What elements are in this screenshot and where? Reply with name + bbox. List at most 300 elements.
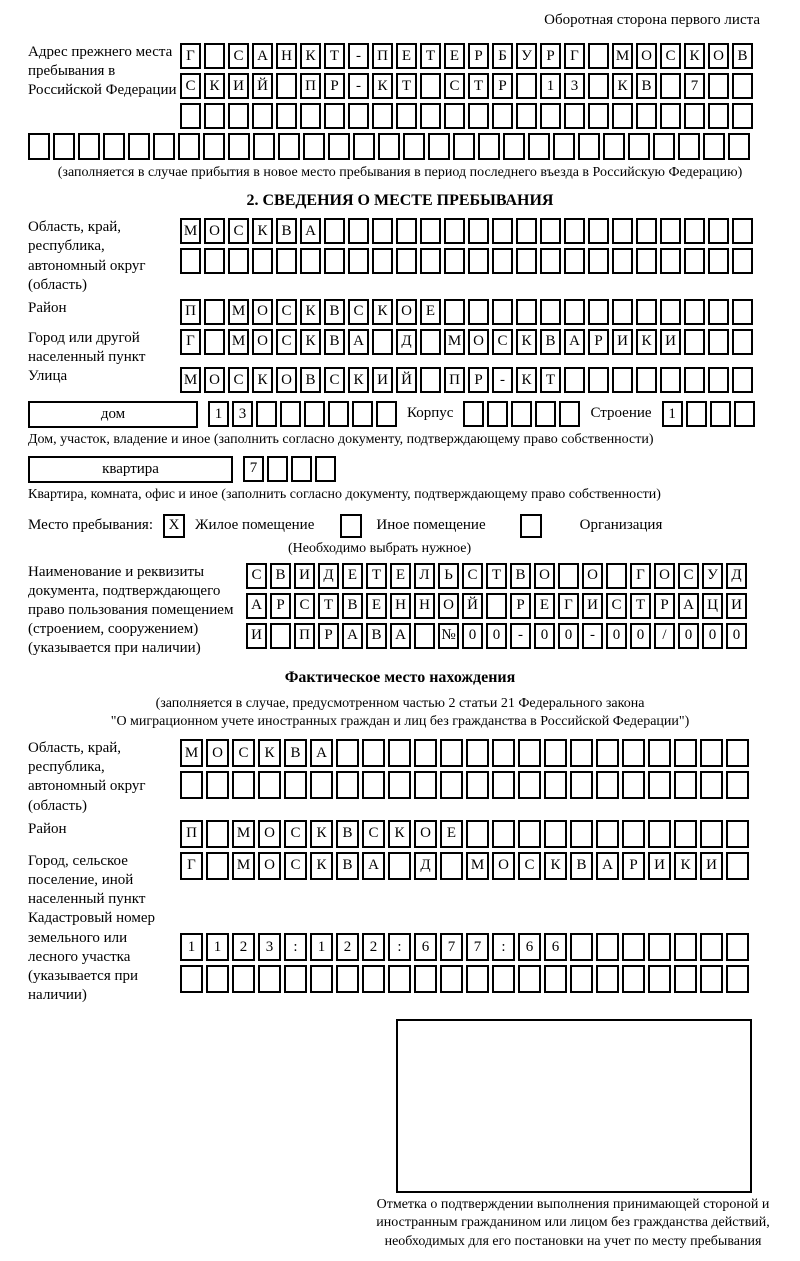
- char-box[interactable]: [492, 248, 513, 274]
- char-box[interactable]: М: [612, 43, 633, 69]
- char-box[interactable]: [315, 456, 336, 482]
- char-box[interactable]: [544, 739, 567, 767]
- char-box[interactable]: С: [362, 820, 385, 848]
- char-box[interactable]: И: [246, 623, 267, 649]
- char-box[interactable]: [606, 563, 627, 589]
- char-box[interactable]: [388, 852, 411, 880]
- char-box[interactable]: С: [348, 299, 369, 325]
- char-box[interactable]: А: [342, 623, 363, 649]
- char-box[interactable]: П: [372, 43, 393, 69]
- char-box[interactable]: Р: [654, 593, 675, 619]
- char-box[interactable]: М: [232, 852, 255, 880]
- char-box[interactable]: К: [544, 852, 567, 880]
- char-box[interactable]: Р: [270, 593, 291, 619]
- char-box[interactable]: К: [310, 852, 333, 880]
- char-box[interactable]: [516, 299, 537, 325]
- char-box[interactable]: Р: [318, 623, 339, 649]
- char-box[interactable]: Д: [396, 329, 417, 355]
- char-box[interactable]: [372, 248, 393, 274]
- char-box[interactable]: М: [466, 852, 489, 880]
- char-box[interactable]: [700, 739, 723, 767]
- char-box[interactable]: [660, 367, 681, 393]
- char-box[interactable]: [324, 218, 345, 244]
- char-box[interactable]: О: [204, 218, 225, 244]
- char-box[interactable]: [564, 248, 585, 274]
- char-box[interactable]: К: [372, 73, 393, 99]
- char-box[interactable]: Т: [420, 43, 441, 69]
- char-box[interactable]: :: [284, 933, 307, 961]
- char-box[interactable]: В: [510, 563, 531, 589]
- char-box[interactable]: С: [324, 367, 345, 393]
- char-box[interactable]: А: [564, 329, 585, 355]
- char-box[interactable]: [128, 133, 150, 160]
- char-box[interactable]: Р: [540, 43, 561, 69]
- char-box[interactable]: Г: [630, 563, 651, 589]
- char-box[interactable]: [628, 133, 650, 160]
- char-box[interactable]: [486, 593, 507, 619]
- char-box[interactable]: [420, 367, 441, 393]
- char-box[interactable]: [396, 218, 417, 244]
- char-box[interactable]: Т: [366, 563, 387, 589]
- char-box[interactable]: [684, 218, 705, 244]
- char-box[interactable]: В: [270, 563, 291, 589]
- char-box[interactable]: А: [596, 852, 619, 880]
- char-box[interactable]: [300, 248, 321, 274]
- char-box[interactable]: [540, 248, 561, 274]
- char-box[interactable]: [228, 248, 249, 274]
- char-box[interactable]: [726, 965, 749, 993]
- char-box[interactable]: И: [228, 73, 249, 99]
- char-box[interactable]: [228, 103, 249, 129]
- char-box[interactable]: Р: [468, 43, 489, 69]
- char-box[interactable]: К: [300, 43, 321, 69]
- char-box[interactable]: С: [518, 852, 541, 880]
- char-box[interactable]: [440, 739, 463, 767]
- char-box[interactable]: [28, 133, 50, 160]
- char-box[interactable]: [708, 248, 729, 274]
- char-box[interactable]: Т: [396, 73, 417, 99]
- char-box[interactable]: [103, 133, 125, 160]
- char-box[interactable]: У: [702, 563, 723, 589]
- char-box[interactable]: Р: [468, 367, 489, 393]
- char-box[interactable]: В: [366, 623, 387, 649]
- char-box[interactable]: [362, 965, 385, 993]
- char-box[interactable]: К: [388, 820, 411, 848]
- char-box[interactable]: [204, 43, 225, 69]
- char-box[interactable]: [204, 299, 225, 325]
- char-box[interactable]: [258, 771, 281, 799]
- char-box[interactable]: [678, 133, 700, 160]
- char-box[interactable]: К: [372, 299, 393, 325]
- char-box[interactable]: [564, 218, 585, 244]
- char-box[interactable]: Л: [414, 563, 435, 589]
- char-box[interactable]: [559, 401, 580, 427]
- char-box[interactable]: [336, 965, 359, 993]
- char-box[interactable]: 3: [232, 401, 253, 427]
- char-box[interactable]: [276, 73, 297, 99]
- char-box[interactable]: С: [294, 593, 315, 619]
- char-box[interactable]: [596, 820, 619, 848]
- char-box[interactable]: Т: [324, 43, 345, 69]
- char-box[interactable]: О: [204, 367, 225, 393]
- char-box[interactable]: Т: [630, 593, 651, 619]
- char-box[interactable]: [578, 133, 600, 160]
- char-box[interactable]: Е: [390, 563, 411, 589]
- char-box[interactable]: -: [348, 43, 369, 69]
- char-box[interactable]: [204, 248, 225, 274]
- char-box[interactable]: 6: [414, 933, 437, 961]
- char-box[interactable]: 7: [440, 933, 463, 961]
- char-box[interactable]: [596, 965, 619, 993]
- char-box[interactable]: 6: [518, 933, 541, 961]
- char-box[interactable]: Р: [622, 852, 645, 880]
- char-box[interactable]: [280, 401, 301, 427]
- char-box[interactable]: [180, 103, 201, 129]
- checkbox-zhiloe[interactable]: X: [163, 514, 185, 538]
- char-box[interactable]: [570, 965, 593, 993]
- char-box[interactable]: [388, 739, 411, 767]
- char-box[interactable]: [553, 133, 575, 160]
- char-box[interactable]: [596, 933, 619, 961]
- char-box[interactable]: 0: [630, 623, 651, 649]
- char-box[interactable]: [396, 248, 417, 274]
- char-box[interactable]: Г: [180, 329, 201, 355]
- char-box[interactable]: [726, 739, 749, 767]
- char-box[interactable]: 3: [564, 73, 585, 99]
- char-box[interactable]: [726, 820, 749, 848]
- char-box[interactable]: [728, 133, 750, 160]
- char-box[interactable]: [660, 73, 681, 99]
- char-box[interactable]: [518, 820, 541, 848]
- char-box[interactable]: [492, 771, 515, 799]
- char-box[interactable]: И: [294, 563, 315, 589]
- char-box[interactable]: [684, 103, 705, 129]
- char-box[interactable]: [674, 933, 697, 961]
- char-box[interactable]: [603, 133, 625, 160]
- char-box[interactable]: [267, 456, 288, 482]
- char-box[interactable]: [304, 401, 325, 427]
- char-box[interactable]: /: [654, 623, 675, 649]
- char-box[interactable]: 2: [232, 933, 255, 961]
- char-box[interactable]: О: [534, 563, 555, 589]
- char-box[interactable]: [708, 367, 729, 393]
- char-box[interactable]: [636, 103, 657, 129]
- char-box[interactable]: [336, 739, 359, 767]
- char-box[interactable]: О: [276, 367, 297, 393]
- char-box[interactable]: В: [636, 73, 657, 99]
- char-box[interactable]: [648, 965, 671, 993]
- char-box[interactable]: К: [516, 367, 537, 393]
- char-box[interactable]: И: [660, 329, 681, 355]
- char-box[interactable]: Е: [440, 820, 463, 848]
- char-box[interactable]: [252, 103, 273, 129]
- char-box[interactable]: И: [372, 367, 393, 393]
- char-box[interactable]: 6: [544, 933, 567, 961]
- char-box[interactable]: [276, 103, 297, 129]
- char-box[interactable]: О: [582, 563, 603, 589]
- char-box[interactable]: [180, 248, 201, 274]
- char-box[interactable]: К: [516, 329, 537, 355]
- char-box[interactable]: К: [348, 367, 369, 393]
- char-box[interactable]: [453, 133, 475, 160]
- char-box[interactable]: [516, 218, 537, 244]
- char-box[interactable]: [228, 133, 250, 160]
- char-box[interactable]: [353, 133, 375, 160]
- char-box[interactable]: [516, 73, 537, 99]
- char-box[interactable]: [588, 367, 609, 393]
- char-box[interactable]: 7: [684, 73, 705, 99]
- char-box[interactable]: [444, 218, 465, 244]
- char-box[interactable]: В: [276, 218, 297, 244]
- char-box[interactable]: [684, 329, 705, 355]
- char-box[interactable]: П: [180, 299, 201, 325]
- char-box[interactable]: [284, 965, 307, 993]
- char-box[interactable]: [258, 965, 281, 993]
- char-box[interactable]: К: [674, 852, 697, 880]
- char-box[interactable]: [726, 771, 749, 799]
- char-box[interactable]: [468, 218, 489, 244]
- char-box[interactable]: -: [348, 73, 369, 99]
- char-box[interactable]: [660, 299, 681, 325]
- char-box[interactable]: [348, 103, 369, 129]
- char-box[interactable]: [232, 771, 255, 799]
- char-box[interactable]: [648, 739, 671, 767]
- char-box[interactable]: [564, 367, 585, 393]
- char-box[interactable]: [503, 133, 525, 160]
- char-box[interactable]: К: [252, 367, 273, 393]
- char-box[interactable]: [570, 771, 593, 799]
- char-box[interactable]: С: [284, 820, 307, 848]
- char-box[interactable]: [388, 771, 411, 799]
- char-box[interactable]: [403, 133, 425, 160]
- char-box[interactable]: [78, 133, 100, 160]
- char-box[interactable]: 1: [206, 933, 229, 961]
- char-box[interactable]: А: [246, 593, 267, 619]
- char-box[interactable]: [378, 133, 400, 160]
- char-box[interactable]: П: [300, 73, 321, 99]
- char-box[interactable]: В: [570, 852, 593, 880]
- char-box[interactable]: Ь: [438, 563, 459, 589]
- char-box[interactable]: Т: [486, 563, 507, 589]
- char-box[interactable]: К: [684, 43, 705, 69]
- char-box[interactable]: В: [324, 329, 345, 355]
- char-box[interactable]: С: [284, 852, 307, 880]
- char-box[interactable]: О: [708, 43, 729, 69]
- char-box[interactable]: И: [612, 329, 633, 355]
- char-box[interactable]: [684, 299, 705, 325]
- char-box[interactable]: С: [232, 739, 255, 767]
- char-box[interactable]: [348, 218, 369, 244]
- char-box[interactable]: [414, 771, 437, 799]
- char-box[interactable]: 0: [606, 623, 627, 649]
- char-box[interactable]: 2: [336, 933, 359, 961]
- char-box[interactable]: [284, 771, 307, 799]
- char-box[interactable]: Е: [444, 43, 465, 69]
- char-box[interactable]: [700, 965, 723, 993]
- char-box[interactable]: [328, 133, 350, 160]
- char-box[interactable]: Р: [588, 329, 609, 355]
- char-box[interactable]: В: [732, 43, 753, 69]
- char-box[interactable]: [648, 771, 671, 799]
- char-box[interactable]: [468, 248, 489, 274]
- char-box[interactable]: [414, 739, 437, 767]
- char-box[interactable]: К: [300, 299, 321, 325]
- char-box[interactable]: [303, 133, 325, 160]
- char-box[interactable]: :: [492, 933, 515, 961]
- char-box[interactable]: [540, 218, 561, 244]
- char-box[interactable]: [466, 771, 489, 799]
- char-box[interactable]: П: [294, 623, 315, 649]
- char-box[interactable]: [204, 329, 225, 355]
- char-box[interactable]: [703, 133, 725, 160]
- char-box[interactable]: Д: [414, 852, 437, 880]
- char-box[interactable]: [636, 367, 657, 393]
- char-box[interactable]: [622, 965, 645, 993]
- char-box[interactable]: [420, 103, 441, 129]
- char-box[interactable]: К: [612, 73, 633, 99]
- char-box[interactable]: О: [654, 563, 675, 589]
- char-box[interactable]: [428, 133, 450, 160]
- char-box[interactable]: [253, 133, 275, 160]
- char-box[interactable]: [372, 218, 393, 244]
- char-box[interactable]: [492, 218, 513, 244]
- char-box[interactable]: [636, 218, 657, 244]
- char-box[interactable]: [420, 248, 441, 274]
- char-box[interactable]: [732, 329, 753, 355]
- char-box[interactable]: 1: [310, 933, 333, 961]
- char-box[interactable]: [468, 299, 489, 325]
- char-box[interactable]: 0: [486, 623, 507, 649]
- char-box[interactable]: С: [180, 73, 201, 99]
- char-box[interactable]: [710, 401, 731, 427]
- char-box[interactable]: [204, 103, 225, 129]
- char-box[interactable]: А: [678, 593, 699, 619]
- char-box[interactable]: [732, 218, 753, 244]
- char-box[interactable]: С: [492, 329, 513, 355]
- char-box[interactable]: [700, 771, 723, 799]
- char-box[interactable]: [444, 103, 465, 129]
- char-box[interactable]: С: [228, 218, 249, 244]
- char-box[interactable]: 2: [362, 933, 385, 961]
- char-box[interactable]: [153, 133, 175, 160]
- char-box[interactable]: С: [228, 43, 249, 69]
- char-box[interactable]: О: [206, 739, 229, 767]
- char-box[interactable]: Й: [252, 73, 273, 99]
- char-box[interactable]: [206, 820, 229, 848]
- char-box[interactable]: М: [180, 739, 203, 767]
- char-box[interactable]: 3: [258, 933, 281, 961]
- char-box[interactable]: [376, 401, 397, 427]
- char-box[interactable]: О: [492, 852, 515, 880]
- char-box[interactable]: [252, 248, 273, 274]
- char-box[interactable]: [492, 965, 515, 993]
- char-box[interactable]: О: [414, 820, 437, 848]
- char-box[interactable]: П: [180, 820, 203, 848]
- char-box[interactable]: [528, 133, 550, 160]
- char-box[interactable]: У: [516, 43, 537, 69]
- char-box[interactable]: [622, 820, 645, 848]
- char-box[interactable]: О: [438, 593, 459, 619]
- char-box[interactable]: [414, 965, 437, 993]
- char-box[interactable]: [492, 299, 513, 325]
- char-box[interactable]: [660, 218, 681, 244]
- char-box[interactable]: О: [396, 299, 417, 325]
- char-box[interactable]: Г: [564, 43, 585, 69]
- char-box[interactable]: [732, 248, 753, 274]
- char-box[interactable]: [362, 771, 385, 799]
- char-box[interactable]: 0: [462, 623, 483, 649]
- char-box[interactable]: [588, 73, 609, 99]
- char-box[interactable]: И: [648, 852, 671, 880]
- char-box[interactable]: [466, 965, 489, 993]
- char-box[interactable]: Б: [492, 43, 513, 69]
- char-box[interactable]: Н: [276, 43, 297, 69]
- char-box[interactable]: И: [726, 593, 747, 619]
- char-box[interactable]: [544, 965, 567, 993]
- char-box[interactable]: [636, 299, 657, 325]
- char-box[interactable]: Г: [180, 43, 201, 69]
- char-box[interactable]: [478, 133, 500, 160]
- char-box[interactable]: [540, 299, 561, 325]
- char-box[interactable]: Т: [540, 367, 561, 393]
- char-box[interactable]: [420, 329, 441, 355]
- char-box[interactable]: Р: [324, 73, 345, 99]
- char-box[interactable]: С: [462, 563, 483, 589]
- char-box[interactable]: [463, 401, 484, 427]
- char-box[interactable]: [276, 248, 297, 274]
- char-box[interactable]: :: [388, 933, 411, 961]
- char-box[interactable]: А: [252, 43, 273, 69]
- char-box[interactable]: 0: [534, 623, 555, 649]
- char-box[interactable]: [518, 771, 541, 799]
- char-box[interactable]: 7: [243, 456, 264, 482]
- checkbox-organizatsiya[interactable]: [520, 514, 542, 538]
- char-box[interactable]: А: [390, 623, 411, 649]
- char-box[interactable]: [674, 739, 697, 767]
- char-box[interactable]: Г: [180, 852, 203, 880]
- char-box[interactable]: [564, 103, 585, 129]
- char-box[interactable]: №: [438, 623, 459, 649]
- char-box[interactable]: [732, 367, 753, 393]
- char-box[interactable]: [324, 103, 345, 129]
- char-box[interactable]: [420, 218, 441, 244]
- char-box[interactable]: Н: [390, 593, 411, 619]
- char-box[interactable]: М: [444, 329, 465, 355]
- char-box[interactable]: [206, 771, 229, 799]
- char-box[interactable]: [732, 73, 753, 99]
- char-box[interactable]: [352, 401, 373, 427]
- char-box[interactable]: Т: [318, 593, 339, 619]
- char-box[interactable]: [636, 248, 657, 274]
- char-box[interactable]: [440, 965, 463, 993]
- char-box[interactable]: [588, 43, 609, 69]
- char-box[interactable]: [653, 133, 675, 160]
- char-box[interactable]: И: [582, 593, 603, 619]
- char-box[interactable]: [686, 401, 707, 427]
- char-box[interactable]: [178, 133, 200, 160]
- char-box[interactable]: [622, 933, 645, 961]
- char-box[interactable]: С: [276, 299, 297, 325]
- char-box[interactable]: [674, 965, 697, 993]
- char-box[interactable]: О: [468, 329, 489, 355]
- char-box[interactable]: [544, 820, 567, 848]
- char-box[interactable]: [516, 248, 537, 274]
- char-box[interactable]: [732, 103, 753, 129]
- char-box[interactable]: С: [276, 329, 297, 355]
- char-box[interactable]: [612, 248, 633, 274]
- char-box[interactable]: В: [336, 852, 359, 880]
- char-box[interactable]: [708, 103, 729, 129]
